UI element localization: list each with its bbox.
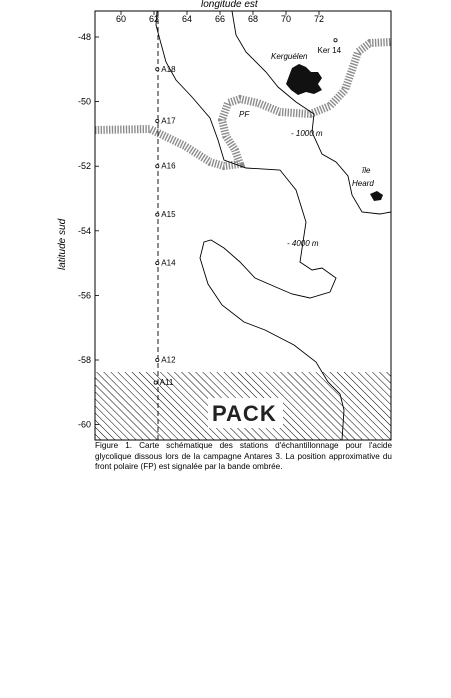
station-label: Ker 14	[317, 46, 342, 56]
x-tick-label: 62	[148, 14, 160, 24]
x-axis-title: longitude est	[201, 0, 258, 10]
kerguelen-label: Kerguélen	[271, 52, 308, 61]
x-tick-label: 68	[247, 14, 259, 24]
x-tick-label: 60	[115, 14, 127, 24]
station-label: A11	[159, 378, 174, 388]
station-label: A15	[161, 210, 176, 220]
polar-front-label: PF	[239, 110, 250, 119]
station-marker	[156, 262, 159, 265]
heard-label: Heard	[352, 179, 374, 188]
kerguelen-island	[286, 64, 322, 95]
x-tick-label: 66	[214, 14, 226, 24]
y-tick-label: -52	[77, 161, 91, 172]
y-tick-label: -56	[77, 290, 91, 301]
y-tick-label: -60	[77, 419, 91, 430]
y-axis-title: latitude sud	[57, 218, 68, 270]
figure-caption: Figure 1. Carte schématique des stations d'échantillonnage pour l'acide glycolique dissous lors de la campagne Antares 3. La position approximative du front polaire (FP) est signalée par la bande ombrée.	[95, 441, 392, 471]
heard-island	[370, 191, 383, 201]
station-marker	[156, 358, 159, 361]
pack-label: PACK	[212, 401, 277, 426]
isobath-1000-label: - 1000 m	[291, 129, 323, 138]
x-tick-label: 70	[280, 14, 292, 24]
station-label: A17	[161, 116, 176, 126]
station-marker	[156, 119, 159, 122]
y-tick-label: -58	[77, 355, 91, 365]
isobath-4000-label: - 4000 m	[287, 239, 319, 248]
ile-label: île	[362, 166, 371, 175]
station-marker	[156, 165, 159, 168]
station-marker	[154, 381, 157, 384]
station-marker	[156, 68, 159, 71]
x-tick-label: 64	[181, 14, 193, 24]
station-marker	[334, 39, 337, 42]
station-label: A18	[161, 64, 176, 74]
station-label: A14	[161, 258, 176, 268]
y-tick-label: -54	[77, 225, 91, 236]
x-tick-label: 72	[313, 14, 325, 24]
station-label: A12	[161, 355, 176, 365]
y-tick-label: -48	[77, 32, 91, 42]
polar-front-band	[95, 42, 391, 166]
y-tick-label: -50	[77, 96, 91, 107]
station-label: A16	[161, 161, 176, 171]
station-marker	[156, 213, 159, 216]
